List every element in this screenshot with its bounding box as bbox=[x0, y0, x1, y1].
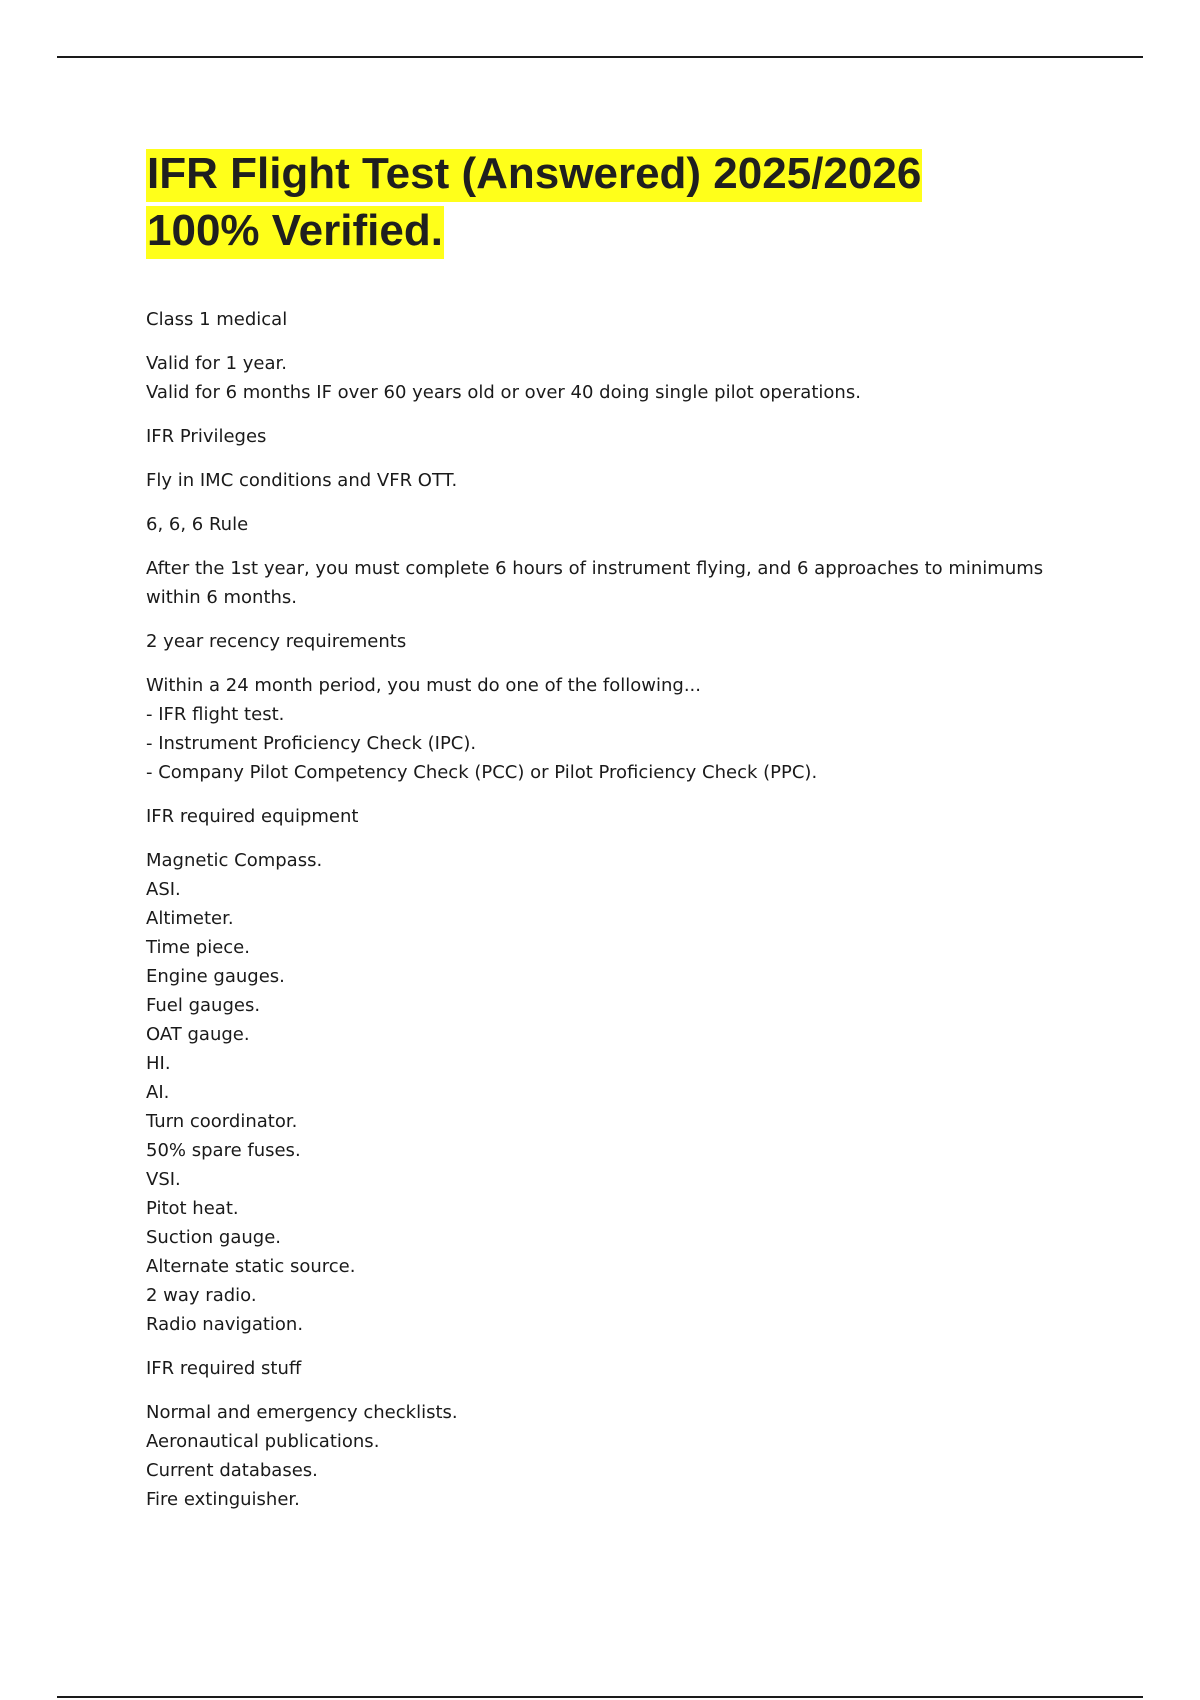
answer-line: Valid for 1 year. bbox=[146, 353, 287, 374]
qa-item bbox=[146, 305, 1066, 407]
question-text: IFR required equipment bbox=[146, 806, 359, 827]
answer-line: OAT gauge. bbox=[146, 1024, 250, 1045]
answer-line: Alternate static source. bbox=[146, 1256, 356, 1277]
answer-line: Radio navigation. bbox=[146, 1314, 304, 1335]
answer-line: Aeronautical publications. bbox=[146, 1431, 380, 1452]
answer-line: After the 1st year, you must complete 6 hours of instrument flying, and 6 approaches to minimums within 6 months. bbox=[146, 558, 1049, 608]
answer-line: Within a 24 month period, you must do one of the following... bbox=[146, 675, 701, 696]
answer-line: Fuel gauges. bbox=[146, 995, 261, 1016]
answer-line: Altimeter. bbox=[146, 908, 234, 929]
question-text: 6, 6, 6 Rule bbox=[146, 514, 249, 535]
answer-block bbox=[146, 466, 1066, 495]
document-title bbox=[146, 145, 1066, 259]
answer-line: Magnetic Compass. bbox=[146, 850, 323, 871]
answer-line: 50% spare fuses. bbox=[146, 1140, 301, 1161]
answer-line: - Instrument Proficiency Check (IPC). bbox=[146, 733, 477, 754]
question-text: Class 1 medical bbox=[146, 309, 288, 330]
answer-line: 2 way radio. bbox=[146, 1285, 257, 1306]
answer-line: HI. bbox=[146, 1053, 171, 1074]
answer-line: ASI. bbox=[146, 879, 181, 900]
answer-line: Valid for 6 months IF over 60 years old or over 40 doing single pilot operations. bbox=[146, 382, 861, 403]
qa-item bbox=[146, 422, 1066, 495]
qa-list bbox=[146, 305, 1066, 1514]
answer-line: AI. bbox=[146, 1082, 170, 1103]
qa-item bbox=[146, 802, 1066, 1339]
answer-line: - Company Pilot Competency Check (PCC) or Pilot Proficiency Check (PPC). bbox=[146, 762, 818, 783]
document-body bbox=[146, 145, 1066, 1529]
answer-block bbox=[146, 846, 1066, 1339]
qa-item bbox=[146, 510, 1066, 612]
question-text: IFR Privileges bbox=[146, 426, 267, 447]
answer-block bbox=[146, 554, 1066, 612]
answer-line: Time piece. bbox=[146, 937, 250, 958]
answer-line: Normal and emergency checklists. bbox=[146, 1402, 458, 1423]
answer-line: VSI. bbox=[146, 1169, 181, 1190]
answer-line: Pitot heat. bbox=[146, 1198, 239, 1219]
question-text: IFR required stuff bbox=[146, 1358, 302, 1379]
answer-line: Turn coordinator. bbox=[146, 1111, 298, 1132]
title-line-2: 100% Verified. bbox=[146, 206, 444, 259]
header-rule bbox=[57, 56, 1143, 58]
question-text: 2 year recency requirements bbox=[146, 631, 407, 652]
answer-line: Suction gauge. bbox=[146, 1227, 282, 1248]
answer-line: - IFR flight test. bbox=[146, 704, 285, 725]
title-line-1: IFR Flight Test (Answered) 2025/2026 bbox=[146, 149, 922, 202]
answer-line: Current databases. bbox=[146, 1460, 318, 1481]
answer-block bbox=[146, 1398, 1066, 1514]
answer-block bbox=[146, 671, 1066, 787]
qa-item bbox=[146, 1354, 1066, 1514]
answer-line: Fly in IMC conditions and VFR OTT. bbox=[146, 470, 458, 491]
answer-line: Engine gauges. bbox=[146, 966, 285, 987]
answer-block bbox=[146, 349, 1066, 407]
qa-item bbox=[146, 627, 1066, 787]
footer-rule bbox=[57, 1696, 1143, 1698]
answer-line: Fire extinguisher. bbox=[146, 1489, 300, 1510]
